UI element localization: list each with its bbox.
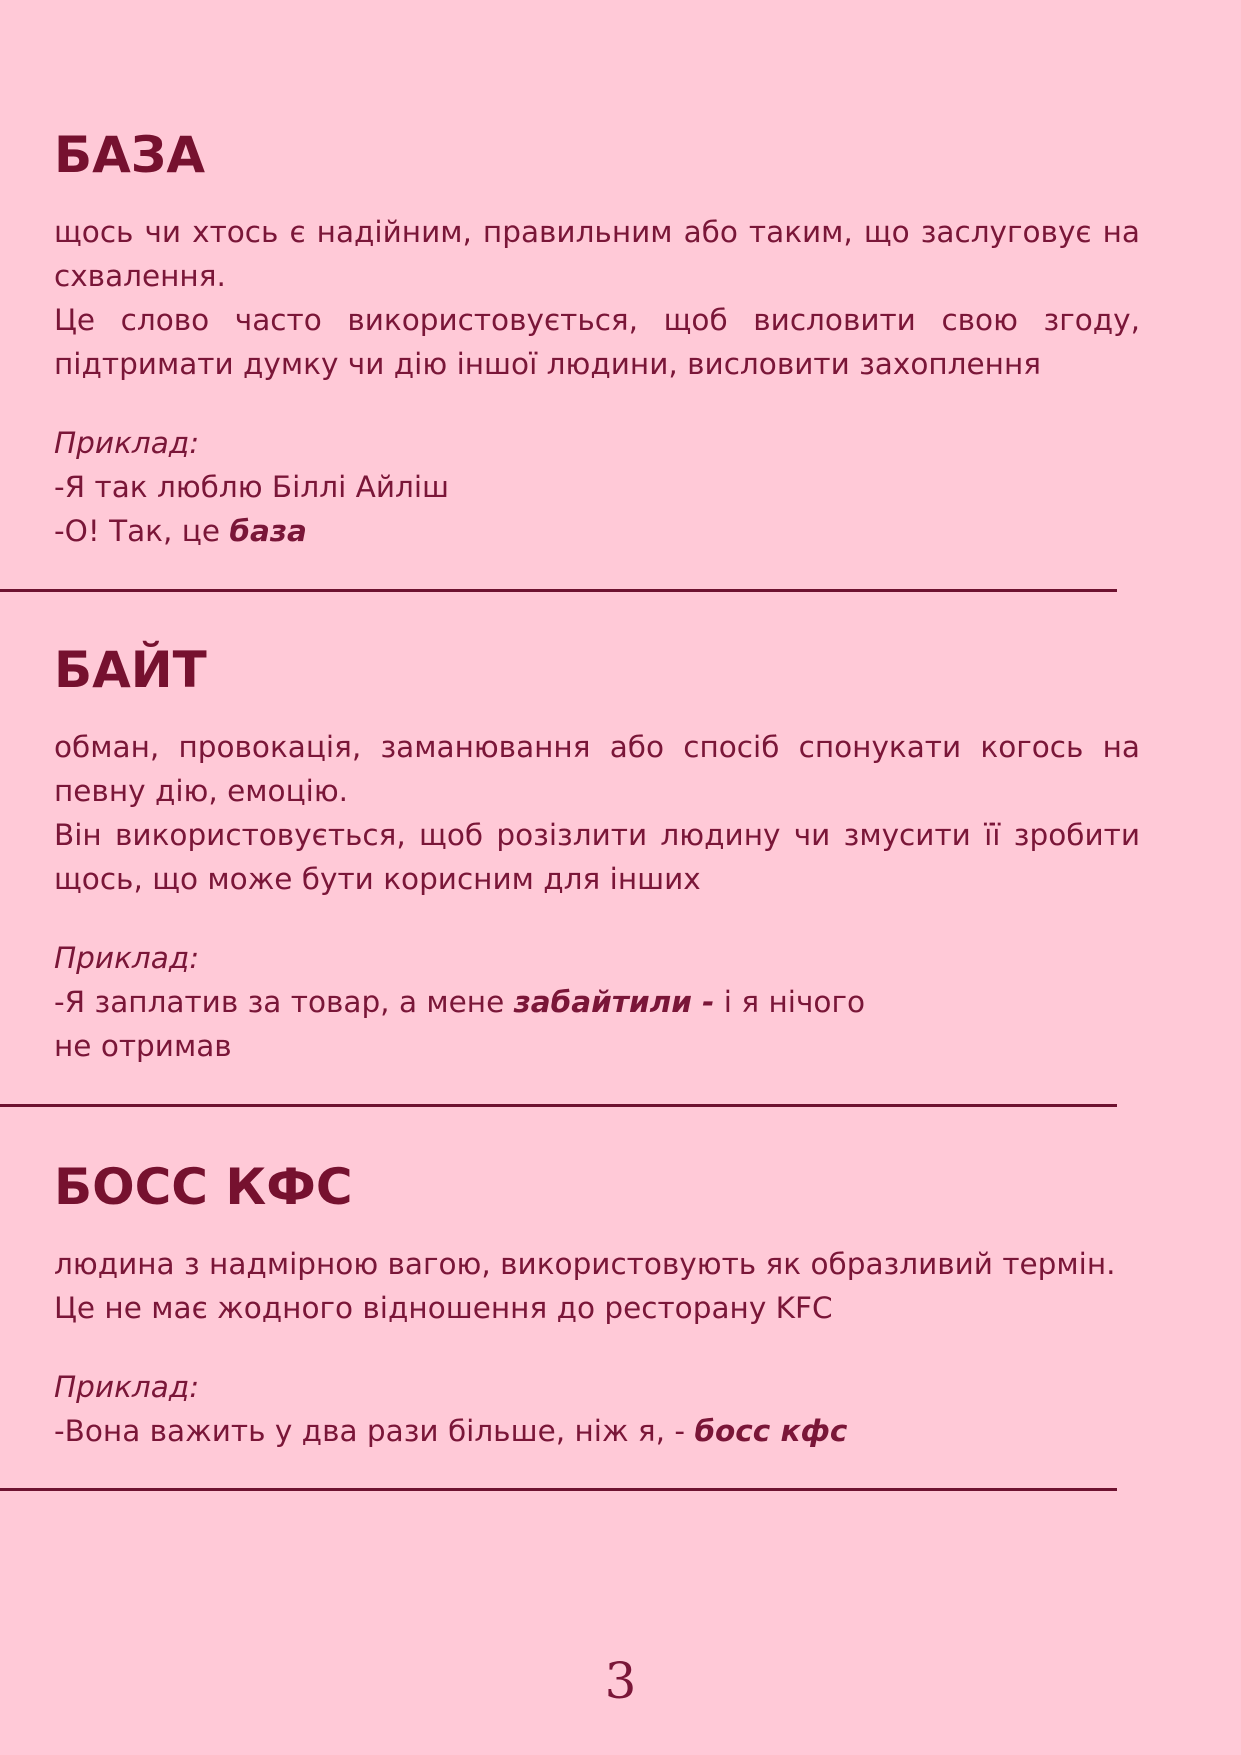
entry-boss-kfs bbox=[54, 1158, 1140, 1453]
entry-bait bbox=[54, 641, 1140, 1068]
entry-term: БОСС КФС bbox=[54, 1158, 353, 1216]
entry-baza bbox=[54, 126, 1140, 553]
example-line bbox=[54, 980, 1140, 1024]
example-highlight: база bbox=[229, 514, 307, 548]
example-text: не отримав bbox=[54, 1029, 232, 1063]
section-divider bbox=[0, 1488, 1117, 1491]
definition-paragraph: людина з надмірною вагою, використовують як образливий термін. bbox=[54, 1247, 1116, 1281]
definition-paragraph: Він використовується, щоб розізлити людину чи змусити її зробити щось, що може бути корисним для інших bbox=[54, 818, 1140, 896]
entry-term: БАЗА bbox=[54, 126, 206, 184]
example-highlight: босс кфс bbox=[694, 1414, 848, 1448]
example-text: -Я так люблю Біллі Айліш bbox=[54, 470, 450, 504]
example-text: і я нічого bbox=[714, 985, 866, 1019]
definition-paragraph: Це не має жодного відношення до ресторану KFC bbox=[54, 1291, 833, 1325]
definition-paragraph: обман, провокація, заманювання або спосіб спонукати когось на певну дію, емоцію. bbox=[54, 730, 1140, 808]
example-line bbox=[54, 1024, 1140, 1068]
example-label: Приклад: bbox=[54, 941, 200, 975]
entry-example bbox=[54, 936, 1140, 1068]
definition-paragraph: Це слово часто використовується, щоб висловити свою згоду, підтримати думку чи дію іншої людини, висловити захоплення bbox=[54, 303, 1140, 381]
entry-definition bbox=[54, 210, 1140, 386]
entry-definition bbox=[54, 1242, 1140, 1330]
example-text: -О! Так, це bbox=[54, 514, 230, 548]
example-text: -Вона важить у два рази більше, ніж я, - bbox=[54, 1414, 695, 1448]
example-label: Приклад: bbox=[54, 426, 200, 460]
page-number: 3 bbox=[604, 1652, 637, 1710]
example-highlight: забайтили - bbox=[513, 985, 715, 1019]
section-divider bbox=[0, 589, 1117, 592]
example-label: Приклад: bbox=[54, 1370, 200, 1404]
entry-term: БАЙТ bbox=[54, 641, 207, 699]
example-line bbox=[54, 509, 1140, 553]
example-line bbox=[54, 1409, 1140, 1453]
example-text: -Я заплатив за товар, а мене bbox=[54, 985, 514, 1019]
entry-example bbox=[54, 421, 1140, 553]
example-line bbox=[54, 465, 1140, 509]
section-divider bbox=[0, 1104, 1117, 1107]
entry-example bbox=[54, 1365, 1140, 1453]
definition-paragraph: щось чи хтось є надійним, правильним або таким, що заслуговує на схвалення. bbox=[54, 215, 1140, 293]
entry-definition bbox=[54, 725, 1140, 901]
